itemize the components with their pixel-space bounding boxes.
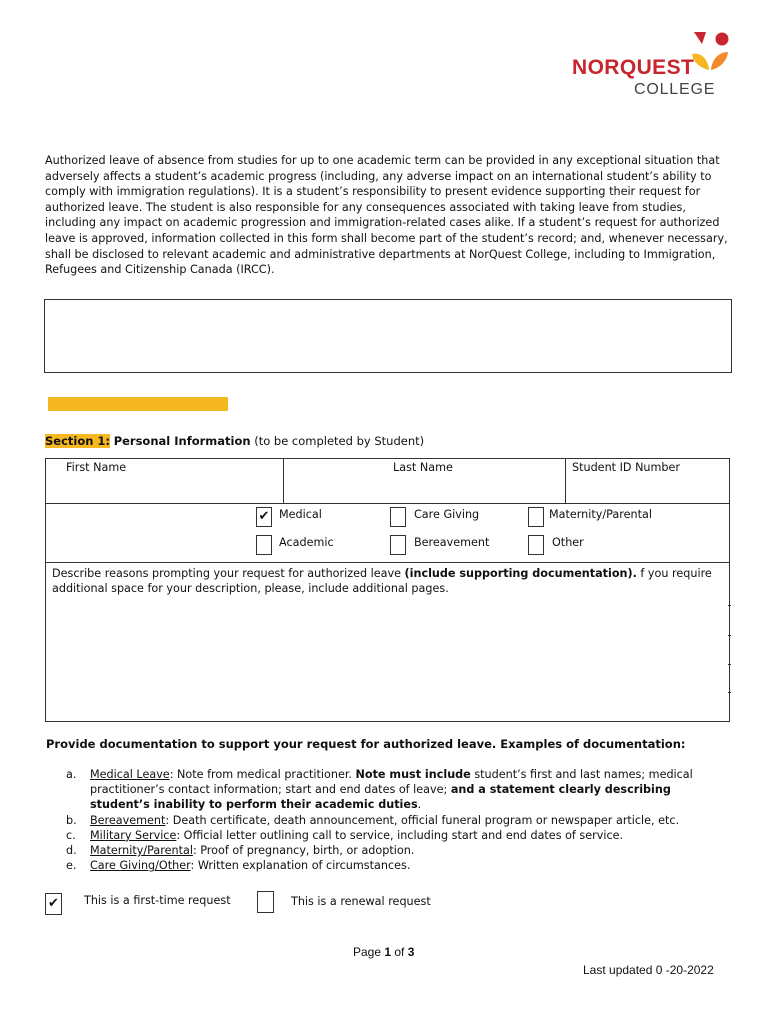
margin-tick	[728, 664, 731, 665]
personal-info-table	[45, 458, 730, 722]
list-item	[66, 767, 726, 813]
list-marker: e.	[66, 859, 77, 873]
list-item-label: Medical Leave	[90, 768, 170, 781]
renewal-request-checkbox[interactable]	[257, 891, 274, 913]
list-item-text: : Death certificate, death announcement, official funeral program or newspaper article, etc.	[165, 813, 680, 827]
logo-name: NORQUEST	[572, 56, 695, 79]
margin-tick	[728, 692, 731, 693]
care-giving-label: Care Giving	[414, 508, 480, 521]
section-title: Personal Information	[113, 434, 251, 448]
list-item	[66, 858, 726, 873]
list-item	[66, 828, 726, 843]
description-tail: f you require additional space for your description, please, include additional pages.	[52, 567, 712, 595]
renewal-request-label: This is a renewal request	[291, 895, 431, 908]
other-checkbox[interactable]	[528, 535, 544, 555]
page-number	[353, 945, 414, 959]
documentation-list	[66, 767, 726, 873]
page-total: 3	[407, 945, 415, 959]
intro-paragraph: Authorized leave of absence from studies for up to one academic term can be provided in any exceptional situation that adversely affects a student’s academic progress (including, any adverse impact on an international student’s ability to comply with immigration regulations). It is a student’s responsibility to present evidence supporting their request for authorized leave. The student is also responsible for any consequences associated with taking leave from studies, including any impact on academic progression and immigration-related cases alike. If a student’s request for authorized leave is approved, information collected in this form shall become part of the student’s record; and, whenever necessary, shall be disclosed to relevant academic and administrative departments at NorQuest College, including to Immigration, Refugees and Citizenship Canada (IRCC).	[45, 154, 728, 277]
first-name-label: First Name	[66, 461, 127, 474]
section-1-heading	[45, 434, 424, 448]
list-item-bold: Note must include	[355, 768, 471, 781]
list-item-label: Military Service	[90, 828, 177, 842]
list-item-bold: and a statement clearly describing student’s inability to perform their academic duties	[90, 783, 671, 812]
documentation-heading: Provide documentation to support your request for authorized leave. Examples of documentation:	[46, 737, 686, 751]
student-id-label: Student ID Number	[572, 461, 681, 474]
list-marker: a.	[66, 768, 77, 781]
first-time-request-label: This is a first-time request	[84, 894, 231, 907]
bereavement-checkbox[interactable]	[390, 535, 406, 555]
logo-subtitle: COLLEGE	[634, 81, 716, 98]
list-item-text: : Official letter outlining call to service, including start and end dates of service.	[176, 828, 624, 842]
academic-label: Academic	[279, 536, 334, 549]
medical-checkbox[interactable]: ✔	[256, 507, 272, 527]
list-item	[66, 843, 726, 858]
list-item-label: Bereavement	[90, 813, 166, 827]
cell-divider	[283, 459, 284, 503]
medical-label: Medical	[279, 508, 322, 521]
list-item-label: Care Giving/Other	[90, 859, 191, 873]
maternity-parental-checkbox[interactable]	[528, 507, 544, 527]
name-row	[46, 459, 729, 504]
list-item-text: : Written explanation of circumstances.	[190, 859, 411, 873]
leave-type-row	[46, 504, 729, 563]
list-item-label: Maternity/Parental	[90, 844, 193, 858]
empty-info-box	[44, 299, 732, 373]
section-note: (to be completed by Student)	[254, 434, 425, 448]
list-marker: c.	[66, 828, 76, 842]
other-label: Other	[552, 536, 584, 549]
academic-checkbox[interactable]	[256, 535, 272, 555]
section-number: Section 1:	[45, 434, 111, 448]
care-giving-checkbox[interactable]	[390, 507, 406, 527]
margin-tick	[728, 605, 731, 606]
bereavement-label: Bereavement	[414, 536, 490, 549]
list-item-text: : Proof of pregnancy, birth, or adoption.	[192, 844, 415, 858]
norquest-logo-icon	[688, 30, 732, 80]
page-prefix: Page	[353, 945, 385, 959]
highlight-bar	[48, 397, 228, 411]
page-of: of	[391, 945, 408, 959]
list-item	[66, 813, 726, 828]
last-updated: Last updated 0 -20-2022	[583, 963, 714, 977]
maternity-parental-label: Maternity/Parental	[549, 508, 652, 521]
description-bold: (include supporting documentation).	[404, 567, 637, 580]
description-lead: Describe reasons prompting your request for authorized leave	[52, 567, 405, 580]
list-item-text: .	[417, 798, 422, 812]
margin-tick	[728, 635, 731, 636]
first-time-request-checkbox[interactable]: ✔	[45, 893, 62, 915]
page-current: 1	[384, 945, 392, 959]
description-prompt	[52, 566, 727, 596]
cell-divider	[565, 459, 566, 503]
list-marker: b.	[66, 813, 77, 827]
list-item-text: : Note from medical practitioner.	[169, 768, 356, 781]
list-item-text: student’s first and last names; medical practitioner’s contact information; start and end dates of leave;	[90, 768, 693, 797]
last-name-label: Last Name	[393, 461, 453, 474]
list-marker: d.	[66, 844, 77, 858]
